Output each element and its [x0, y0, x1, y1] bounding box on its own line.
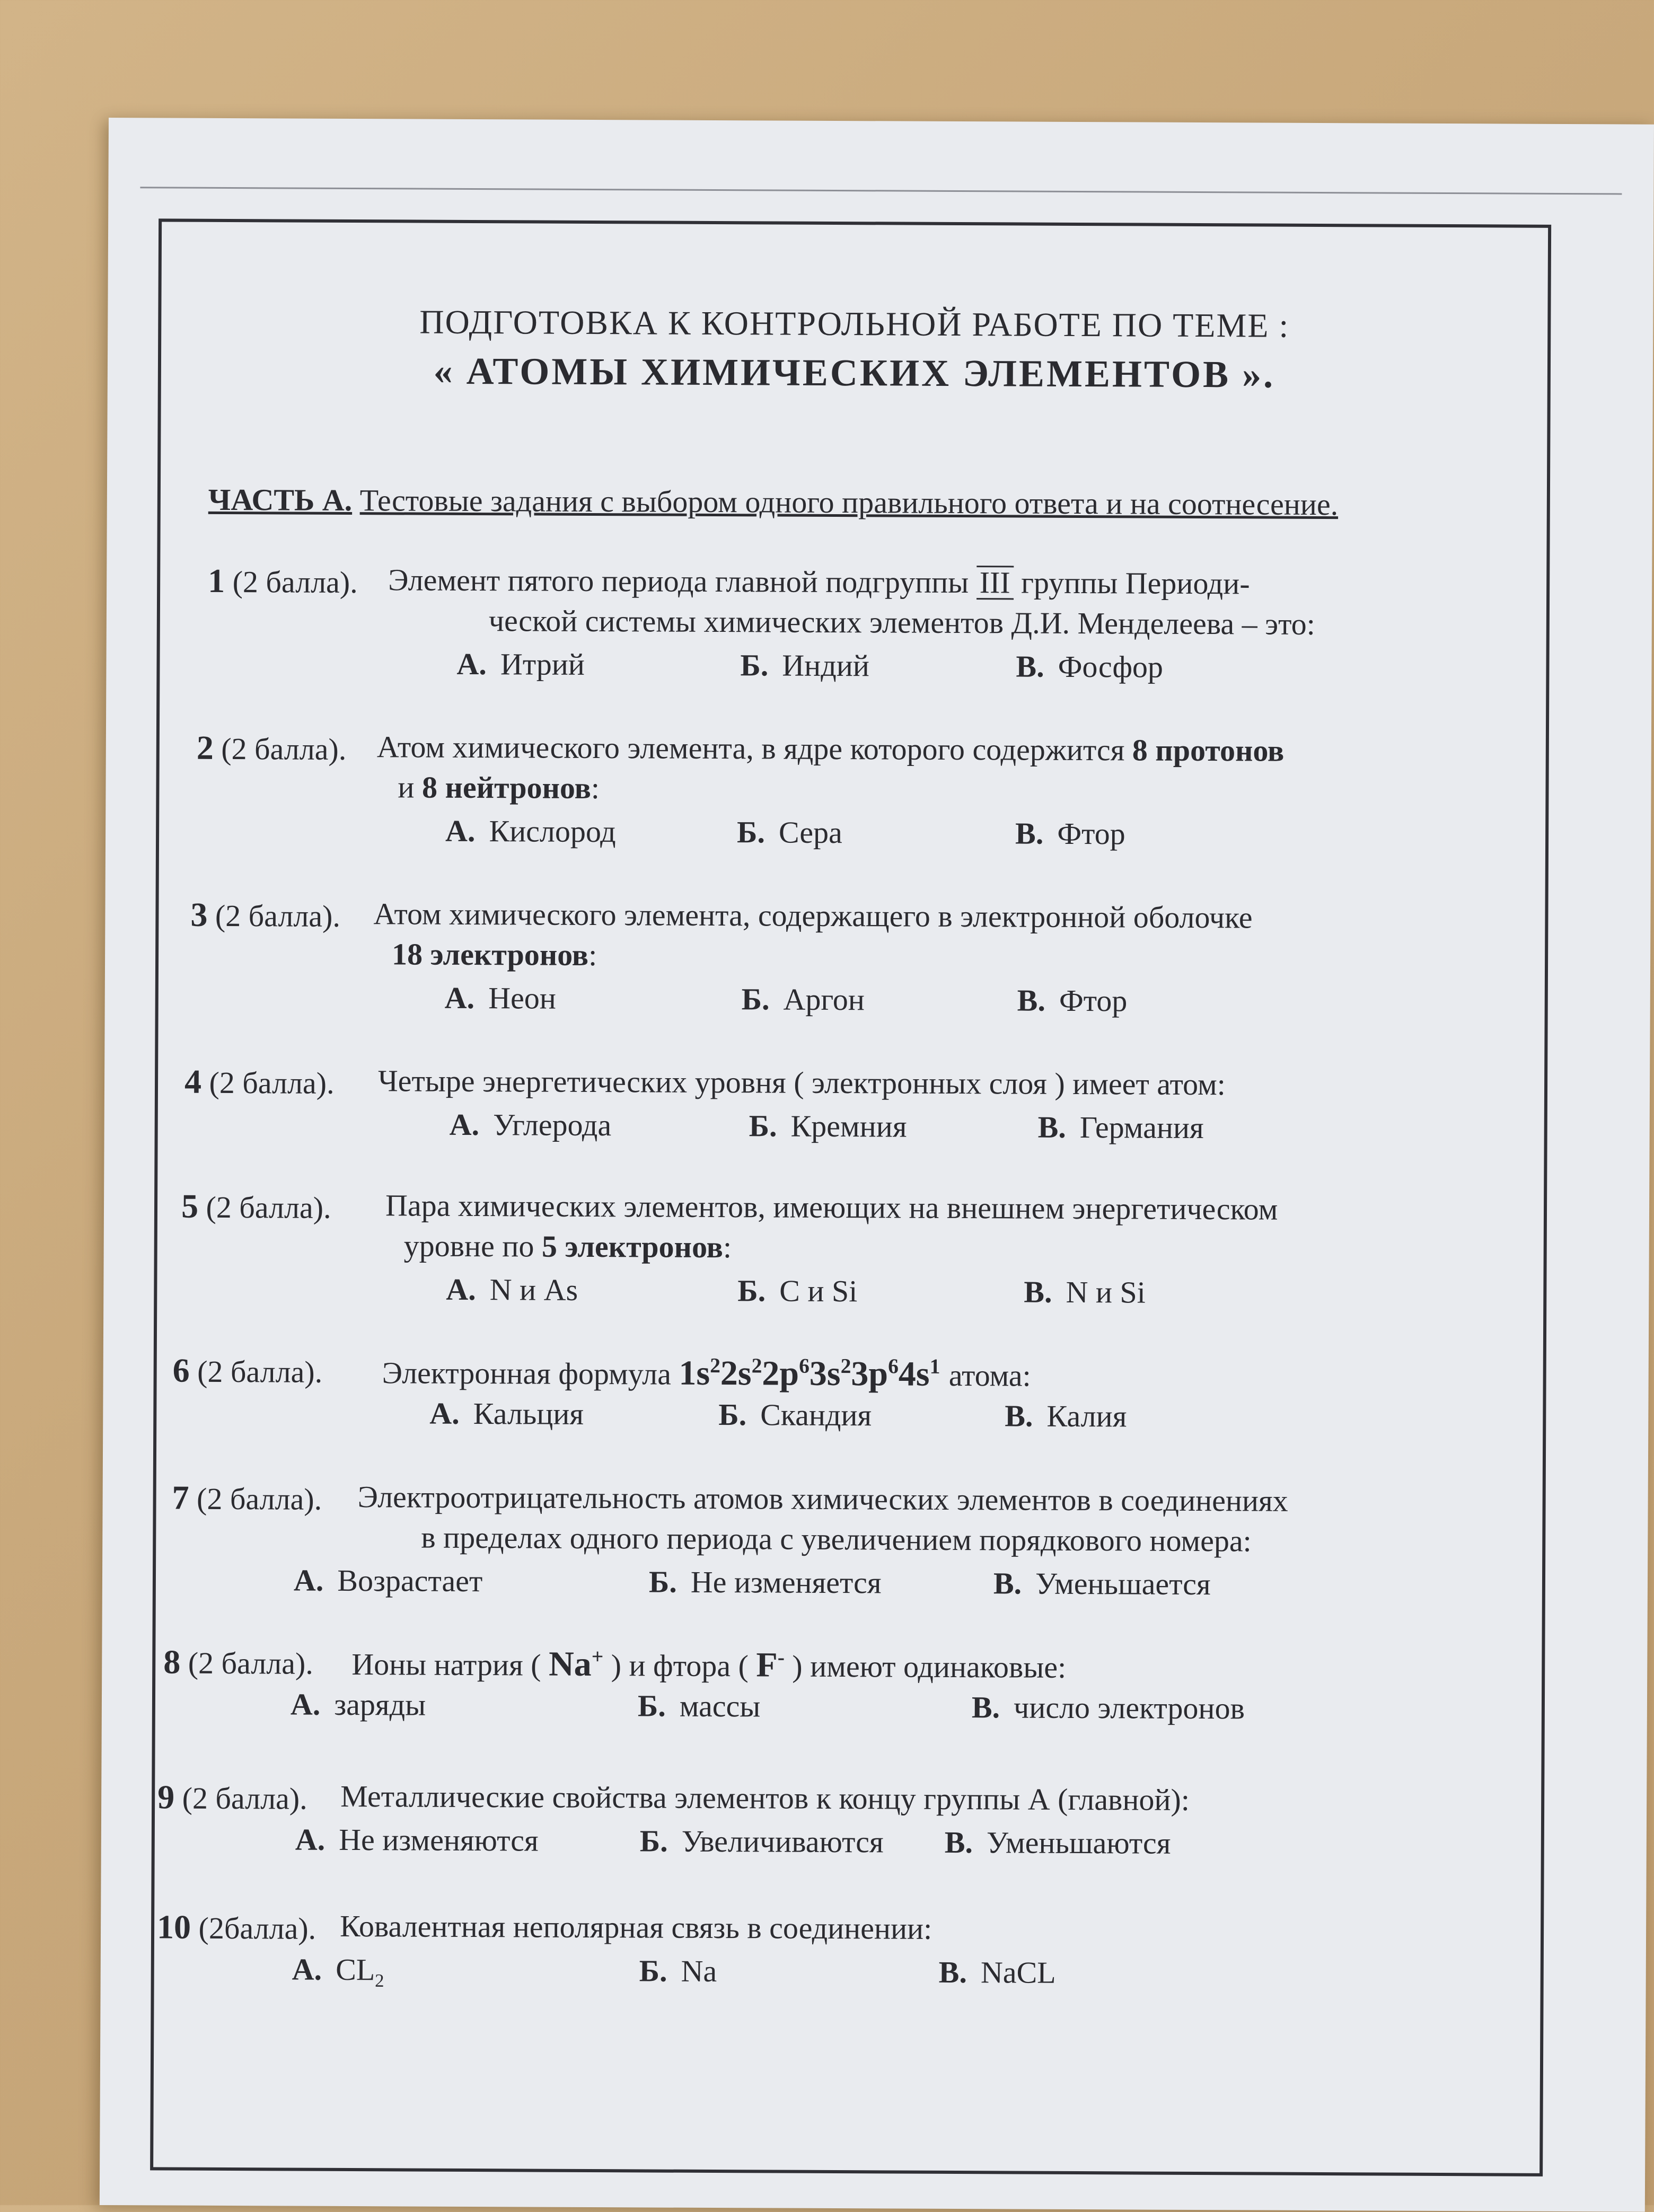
question-number: 2 (2 балла). [196, 728, 347, 766]
question-number: 1 (2 балла). [208, 561, 358, 600]
question-number: 5 (2 балла). [181, 1187, 331, 1225]
option-b[interactable]: Б. Кремния [749, 1108, 907, 1144]
option-a[interactable]: А. N и As [446, 1272, 578, 1307]
question-number: 10 (2балла). [156, 1908, 316, 1946]
question-text-cont: уровне по 5 электронов: [403, 1228, 732, 1265]
question-3 [190, 895, 1569, 1018]
option-a[interactable]: А. Кальция [429, 1396, 584, 1431]
option-v[interactable]: В. число электронов [971, 1690, 1245, 1726]
question-text: Ковалентная неполярная связь в соединении: [339, 1908, 932, 1946]
option-a[interactable]: А. Не изменяются [295, 1822, 539, 1858]
option-a[interactable]: А. $CL_2$ [292, 1952, 384, 1991]
option-v[interactable]: В. Уменьшаются [944, 1825, 1171, 1861]
question-number: 6 (2 балла). [172, 1351, 323, 1389]
question-4 [184, 1062, 1563, 1145]
part-heading [208, 482, 1339, 522]
part-text: Тестовые задания с выбором одного правильного ответа и на соотнесение. [359, 483, 1339, 522]
question-2 [196, 728, 1575, 851]
option-a[interactable]: А. Возрастает [293, 1563, 483, 1599]
question-text: Электроотрицательность атомов химических элементов в соединениях [357, 1479, 1288, 1518]
option-v[interactable]: В. Уменьшается [993, 1566, 1211, 1602]
ion-fluorine: F- [756, 1645, 785, 1685]
question-text: Электронная формула $1s^22s^22p^63s^23p^64s^1$ атома: [382, 1353, 1031, 1394]
question-text-cont: и 8 нейтронов: [398, 770, 600, 806]
question-text: Пара химических элементов, имеющих на внешнем энергетическом [385, 1188, 1278, 1227]
ion-sodium: Na+ [548, 1644, 604, 1684]
question-text: Элемент пятого периода главной подгруппы III группы Периоди- [388, 562, 1250, 601]
question-7 [172, 1478, 1551, 1602]
question-number: 9 (2 балла). [157, 1778, 307, 1816]
title-line-1: ПОДГОТОВКА К КОНТРОЛЬНОЙ РАБОТЕ ПО ТЕМЕ : [419, 303, 1290, 345]
option-v[interactable]: В. Фтор [1015, 816, 1125, 851]
question-text: Металлические свойства элементов к концу группы А (главной): [340, 1778, 1190, 1817]
top-rule [140, 187, 1622, 195]
option-v[interactable]: В. NaCL [938, 1954, 1056, 1990]
question-number: 7 (2 балла). [172, 1478, 322, 1517]
question-number: 4 (2 балла). [184, 1062, 335, 1100]
roman-numeral: III [976, 566, 1014, 600]
question-text-cont: в пределах одного периода с увеличением порядкового номера: [421, 1520, 1252, 1558]
option-b[interactable]: Б. Скандия [718, 1397, 872, 1433]
question-text-cont: ческой системы химических элементов Д.И. Менделеева – это: [488, 603, 1315, 641]
option-b[interactable]: Б. Индий [740, 648, 870, 683]
option-a[interactable]: А. заряды [290, 1687, 426, 1722]
question-5 [181, 1187, 1560, 1310]
bold-term: 8 протонов [1132, 733, 1285, 768]
option-b[interactable]: Б. Аргон [741, 982, 865, 1017]
question-text-cont: 18 электронов: [391, 937, 597, 973]
option-a[interactable]: А. Итрий [456, 646, 585, 682]
question-number: 3 (2 балла). [190, 895, 341, 933]
option-b[interactable]: Б. массы [637, 1688, 761, 1724]
option-b[interactable]: Б. C и Si [737, 1273, 858, 1309]
question-6 [172, 1351, 1551, 1434]
question-text: Атом химического элемента, содержащего в электронной оболочке [373, 896, 1253, 935]
content-frame [150, 218, 1551, 2176]
option-a[interactable]: А. Неон [444, 980, 556, 1016]
question-10 [156, 1907, 1535, 1991]
option-b[interactable]: Б. Na [639, 1953, 717, 1989]
option-b[interactable]: Б. Увеличиваются [639, 1823, 884, 1860]
question-1 [208, 561, 1586, 684]
question-text: Атом химического элемента, в ядре которого содержится 8 протонов [376, 729, 1285, 768]
worksheet-paper [100, 118, 1654, 2212]
option-a[interactable]: А. Кислород [445, 813, 616, 849]
title-line-2: « АТОМЫ ХИМИЧЕСКИХ ЭЛЕМЕНТОВ ». [433, 349, 1275, 396]
option-v[interactable]: В. Фосфор [1016, 649, 1164, 684]
option-b[interactable]: Б. Сера [736, 815, 843, 850]
electron-formula: $1s^22s^22p^63s^23p^64s^1$ [679, 1353, 940, 1394]
option-v[interactable]: В. Фтор [1017, 983, 1128, 1018]
option-v[interactable]: В. N и Si [1024, 1274, 1146, 1310]
question-8 [163, 1642, 1542, 1726]
question-text: Четыре энергетических уровня ( электронных слоя ) имеет атом: [377, 1063, 1226, 1102]
question-9 [157, 1777, 1536, 1861]
option-v[interactable]: В. Германия [1037, 1109, 1204, 1145]
part-label: ЧАСТЬ А. [208, 482, 353, 518]
option-v[interactable]: В. Калия [1005, 1398, 1127, 1434]
question-number: 8 (2 балла). [163, 1643, 313, 1681]
option-b[interactable]: Б. Не изменяется [648, 1564, 882, 1600]
question-text: Ионы натрия ( Na+ ) и фтора ( F- ) имеют одинаковые: [351, 1644, 1067, 1685]
option-a[interactable]: А. Углерода [449, 1107, 612, 1143]
